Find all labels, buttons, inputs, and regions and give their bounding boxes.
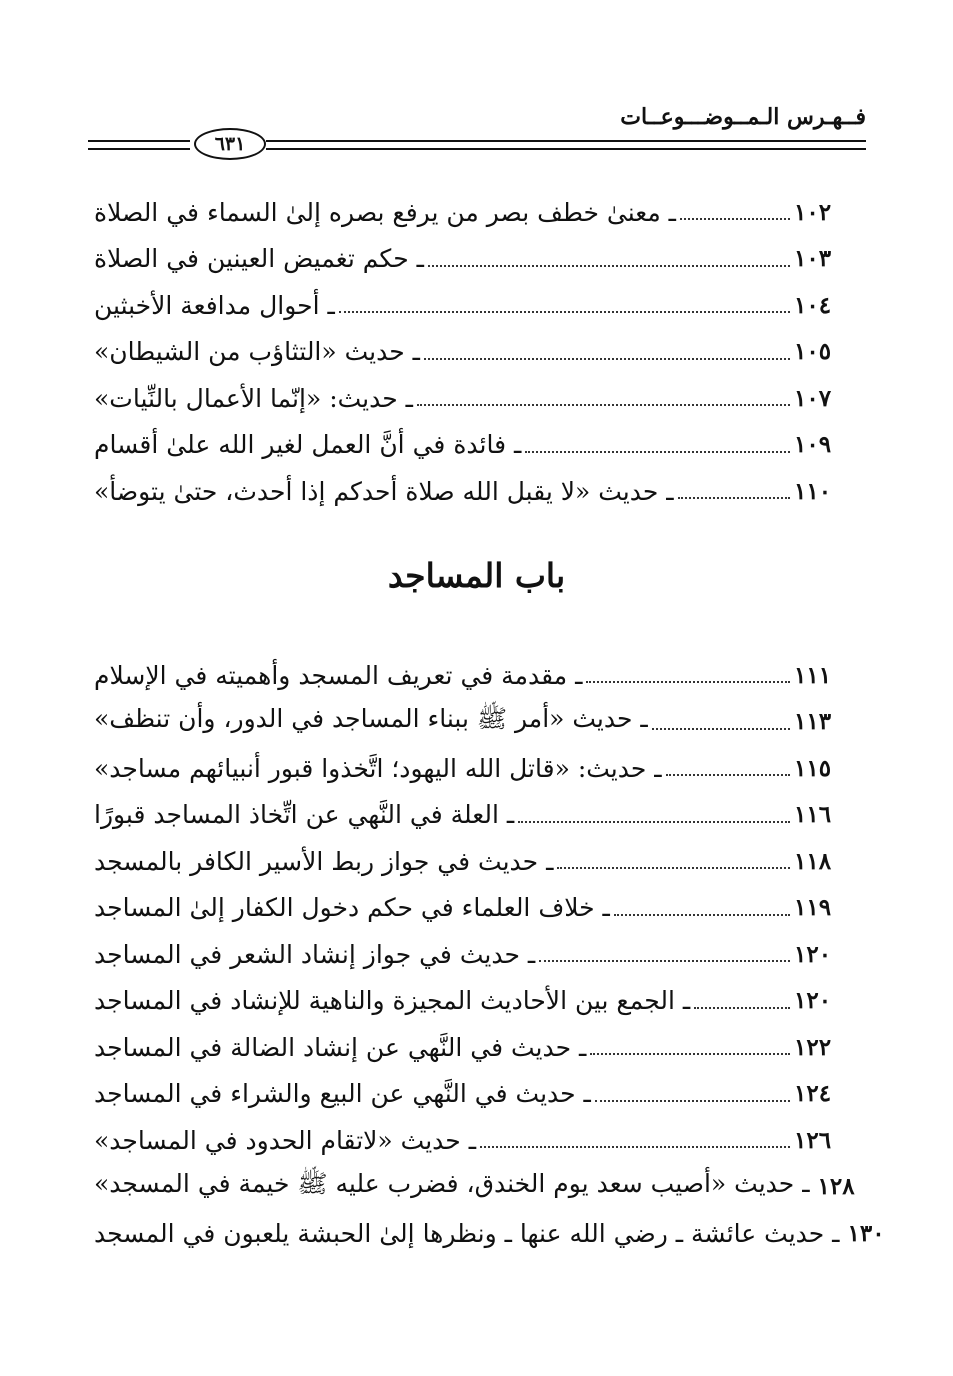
toc-entry-title: ـ فائدة في أنَّ العمل لغير الله علىٰ أقسام bbox=[94, 430, 522, 460]
toc-entry-title: ـ خلاف العلماء في حكم دخول الكفار إلىٰ المساجد bbox=[94, 893, 610, 923]
toc-entry bbox=[88, 282, 850, 329]
toc-entry-page: ١٠٢ bbox=[794, 198, 832, 226]
dot-leader bbox=[586, 681, 790, 683]
dot-leader bbox=[339, 311, 790, 313]
toc-entry bbox=[88, 931, 850, 978]
dot-leader bbox=[680, 218, 790, 220]
toc-entry bbox=[88, 236, 850, 283]
toc-list-section-two bbox=[88, 652, 885, 1257]
toc-entry-page: ١٢٦ bbox=[794, 1126, 832, 1154]
page-header bbox=[88, 100, 866, 160]
toc-entry-title: ـ حديث «لاتقام الحدود في المساجد» bbox=[94, 1125, 477, 1155]
toc-entry-page: ١١٨ bbox=[794, 847, 832, 875]
toc-entry bbox=[88, 1071, 850, 1118]
toc-entry-title: ـ حديث «أصيب سعد يوم الخندق، فضرب عليه ﷺ خيمة في المسجد» bbox=[94, 1169, 810, 1199]
toc-entry bbox=[88, 699, 850, 746]
toc-entry-page: ١٠٣ bbox=[794, 245, 832, 273]
toc-entry-page: ١١٣ bbox=[794, 708, 832, 736]
toc-entry-title: ـ حديث: «إنّما الأعمال بالنِّيات» bbox=[94, 383, 413, 413]
toc-entry-title: ـ حديث عائشة ـ رضي الله عنها ـ ونظرها إلىٰ الحبشة يلعبون في المسجد bbox=[94, 1218, 840, 1248]
toc-entry bbox=[88, 1024, 850, 1071]
toc-entry bbox=[88, 189, 850, 236]
toc-entry bbox=[88, 838, 850, 885]
toc-entry-page: ١٢٤ bbox=[794, 1080, 832, 1108]
toc-entry-title: ـ حديث في جواز إنشاد الشعر في المساجد bbox=[94, 939, 536, 969]
toc-entry bbox=[88, 1164, 855, 1211]
toc-entry bbox=[88, 1210, 885, 1257]
toc-entry-page: ١٠٥ bbox=[794, 338, 832, 366]
toc-entry-title: ـ حديث في جواز ربط الأسير الكافر بالمسجد bbox=[94, 846, 554, 876]
dot-leader bbox=[539, 960, 790, 962]
toc-entry bbox=[88, 978, 850, 1025]
toc-entry-page: ١٠٩ bbox=[794, 431, 832, 459]
toc-entry-title: ـ حديث في النَّهي عن البيع والشراء في المساجد bbox=[94, 1079, 591, 1109]
header-rule-right bbox=[266, 140, 866, 150]
toc-entry-page: ١١١ bbox=[794, 661, 832, 689]
toc-entry-title: ـ معنىٰ خطف بصر من يرفع بصره إلىٰ السماء في الصلاة bbox=[94, 197, 676, 227]
dot-leader bbox=[678, 497, 790, 499]
toc-entry-page: ١٢٠ bbox=[794, 987, 832, 1015]
toc-entry-title: ـ حديث «أمر ﷺ ببناء المساجد في الدور، وأن تنظف» bbox=[94, 704, 648, 734]
dot-leader bbox=[518, 821, 790, 823]
page-number-badge: ٦٣١ bbox=[194, 128, 266, 160]
dot-leader bbox=[652, 728, 790, 730]
toc-entry-title: ـ حكم تغميض العينين في الصلاة bbox=[94, 244, 424, 274]
toc-entry bbox=[88, 792, 850, 839]
toc-entry-page: ١٢٠ bbox=[794, 940, 832, 968]
dot-leader bbox=[694, 1007, 790, 1009]
dot-leader bbox=[557, 867, 790, 869]
toc-entry-page: ١١٥ bbox=[794, 754, 832, 782]
toc-entry-title: ـ الجمع بين الأحاديث المجيزة والناهية للإنشاد في المساجد bbox=[94, 986, 691, 1016]
dot-leader bbox=[525, 451, 790, 453]
toc-entry-page: ١٢٨ bbox=[817, 1173, 855, 1201]
dot-leader bbox=[595, 1100, 790, 1102]
dot-leader bbox=[480, 1146, 790, 1148]
toc-entry-page: ١١٩ bbox=[794, 894, 832, 922]
toc-entry-title: ـ أحوال مدافعة الأخبثين bbox=[94, 290, 335, 320]
toc-entry-page: ١٣٠ bbox=[847, 1219, 885, 1247]
dot-leader bbox=[424, 358, 790, 360]
toc-entry-page: ١٠٤ bbox=[794, 291, 832, 319]
toc-entry bbox=[88, 885, 850, 932]
toc-entry-title: ـ حديث «التثاؤب من الشيطان» bbox=[94, 337, 420, 367]
toc-entry-page: ١٠٧ bbox=[794, 384, 832, 412]
toc-entry bbox=[88, 422, 850, 469]
toc-entry-title: ـ مقدمة في تعريف المسجد وأهميته في الإسلام bbox=[94, 660, 583, 690]
section-heading: باب المساجد bbox=[387, 556, 566, 595]
toc-entry-page: ١١٦ bbox=[794, 801, 832, 829]
dot-leader bbox=[614, 914, 790, 916]
toc-entry bbox=[88, 468, 850, 515]
toc-entry bbox=[88, 329, 850, 376]
dot-leader bbox=[428, 265, 790, 267]
toc-entry-title: ـ حديث في النَّهي عن إنشاد الضالة في المساجد bbox=[94, 1032, 587, 1062]
running-title: فــهـرس الـمــوضـــوعــات bbox=[620, 104, 866, 130]
toc-entry-title: ـ حديث: «قاتل الله اليهود؛ اتَّخذوا قبور أنبيائهم مساجد» bbox=[94, 753, 662, 783]
toc-entry-page: ١١٠ bbox=[794, 477, 832, 505]
toc-entry-title: ـ العلة في النَّهي عن اتِّخاذ المساجد قبورًا bbox=[94, 800, 515, 830]
toc-list-section-one bbox=[88, 189, 850, 515]
toc-entry bbox=[88, 375, 850, 422]
toc-entry bbox=[88, 745, 850, 792]
toc-entry bbox=[88, 1117, 850, 1164]
toc-entry bbox=[88, 652, 850, 699]
dot-leader bbox=[666, 774, 790, 776]
toc-entry-page: ١٢٢ bbox=[794, 1033, 832, 1061]
toc-entry-title: ـ حديث «لا يقبل الله صلاة أحدكم إذا أحدث، حتىٰ يتوضأ» bbox=[94, 476, 674, 506]
dot-leader bbox=[590, 1053, 790, 1055]
dot-leader bbox=[417, 404, 790, 406]
header-rule-left bbox=[88, 140, 190, 150]
